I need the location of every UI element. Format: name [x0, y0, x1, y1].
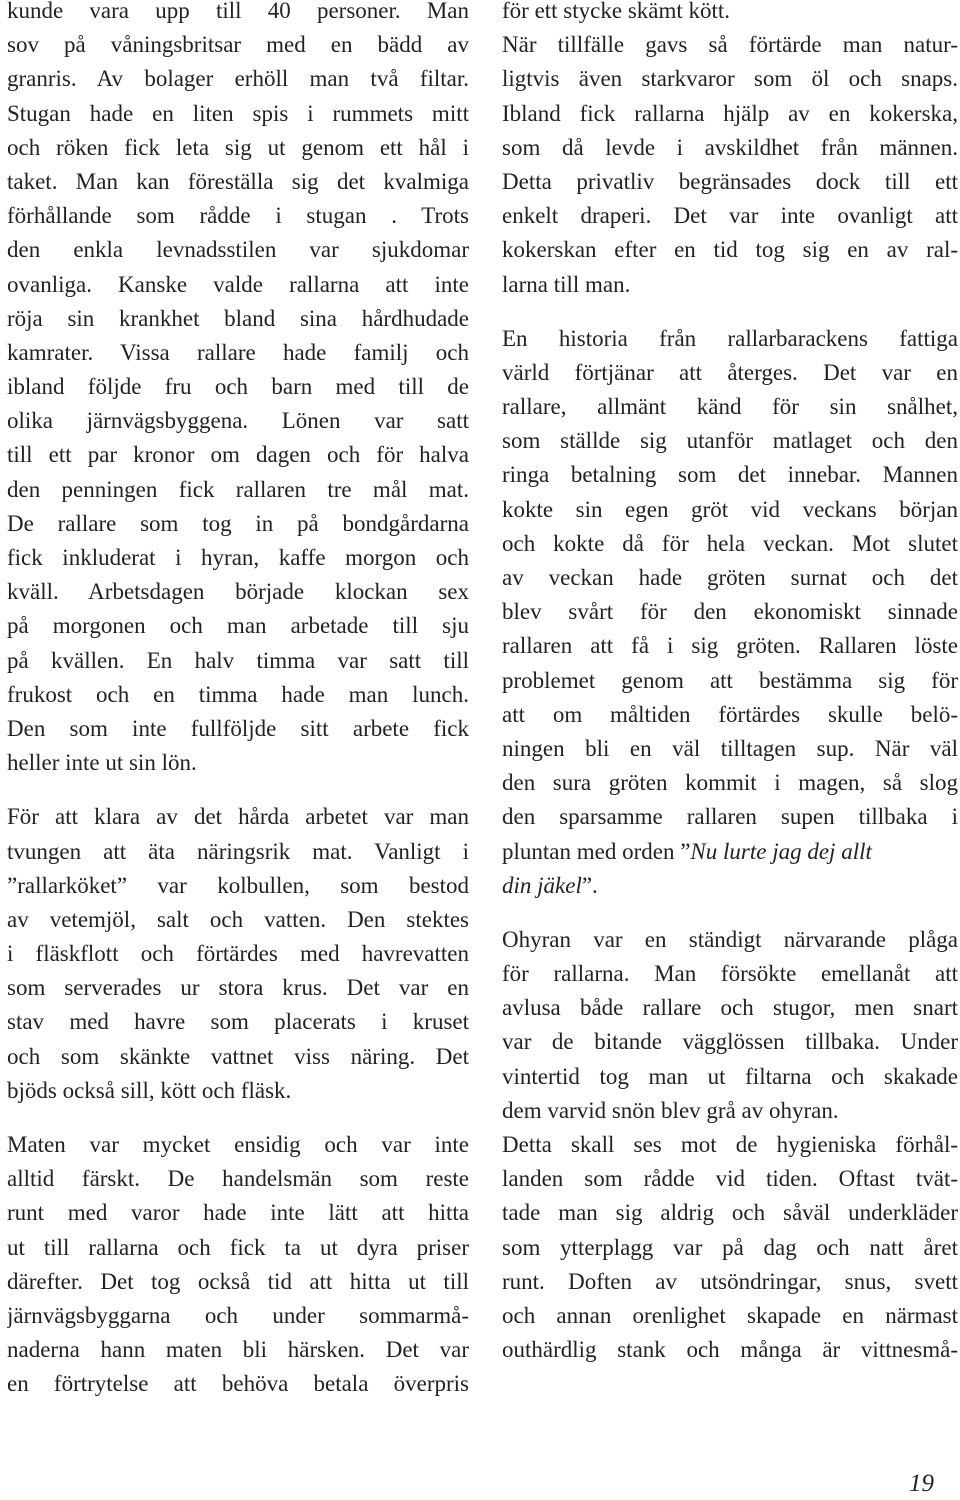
quote-open-text: pluntan med orden ” — [502, 838, 691, 864]
text-line: rallaren att få i sig gröten. Rallaren löste — [502, 633, 958, 659]
right-column — [502, 0, 958, 1367]
page-number: 19 — [909, 1470, 934, 1497]
text-line: Maten var mycket ensidig och var inte — [7, 1132, 469, 1157]
text-line: på morgonen och man arbetade till sju — [7, 613, 469, 639]
paragraph-rallare-livet — [7, 0, 469, 780]
text-line: ovanliga. Kanske valde rallarna att inte — [7, 271, 469, 297]
text-line: värld förtjänar att återges. Det var en — [502, 359, 958, 385]
text-line: Ohyran var en ständigt närvarande plåga — [502, 926, 958, 952]
text-line: avlusa både rallare och stugor, men snart — [502, 995, 958, 1021]
text-line: röja sin krankhet bland sina hårdhudade — [7, 305, 469, 331]
text-line: kamrater. Vissa rallare hade familj och — [7, 339, 469, 365]
text-line: Detta privatliv begränsades dock till ett — [502, 168, 958, 194]
text-line: tvungen att äta näringsrik mat. Vanligt i — [7, 838, 469, 864]
quote-italic-line2: din jäkel — [502, 872, 582, 898]
text-line: sov på våningsbritsar med en bädd av — [7, 32, 469, 58]
text-line: ”rallarköket” var kolbullen, som bestod — [7, 872, 469, 898]
text-line: Ibland fick rallarna hjälp av en kokerska, — [502, 100, 958, 126]
text-line: den penningen fick rallaren tre mål mat. — [7, 476, 469, 502]
text-line: tade man sig aldrig och såväl underkläder — [502, 1200, 958, 1226]
text-line: i fläskflott och förtärdes med havrevatten — [7, 941, 469, 967]
text-line: som ställde sig utanför matlaget och den — [502, 428, 958, 454]
text-line: järnvägsbyggarna och under sommarmå- — [7, 1302, 469, 1328]
paragraph-kokerska — [502, 0, 958, 302]
paragraph-ohyran — [502, 923, 958, 1367]
text-line: den enkla levnadsstilen var sjukdomar — [7, 237, 469, 263]
text-line: ligtvis även starkvaror som öl och snaps. — [502, 66, 958, 92]
text-line: frukost och en timma hade man lunch. — [7, 681, 469, 707]
text-line: Stugan hade en liten spis i rummets mitt — [7, 100, 469, 126]
text-line: landen som rådde vid tiden. Oftast tvät- — [502, 1166, 958, 1192]
text-line: De rallare som tog in på bondgårdarna — [7, 510, 469, 536]
text-line: som då levde i avskildhet från männen. — [502, 134, 958, 160]
text-line: Den som inte fullföljde sitt arbete fick — [7, 715, 469, 741]
text-line: var de bitande vägglössen tillbaka. Under — [502, 1029, 958, 1055]
text-line: som ytterplagg var på dag och natt året — [502, 1234, 958, 1260]
text-line: kokerskan efter en tid tog sig en av ral- — [502, 237, 958, 263]
text-line: En historia från rallarbarackens fattiga — [502, 325, 958, 351]
text-line: ut till rallarna och fick ta ut dyra priser — [7, 1234, 469, 1260]
text-line: taket. Man kan föreställa sig det kvalmiga — [7, 168, 469, 194]
text-line: alltid färskt. De handelsmän som reste — [7, 1166, 469, 1192]
text-line: problemet genom att bestämma sig för — [502, 667, 958, 693]
text-line: den sparsamme rallaren supen tillbaka i — [502, 804, 958, 830]
text-line: runt med varor hade inte lätt att hitta — [7, 1200, 469, 1226]
text-line: en förtrytelse att behöva betala överpris — [7, 1371, 469, 1397]
text-line — [502, 869, 958, 903]
text-line: blev svårt för den ekonomiskt sinnade — [502, 599, 958, 625]
text-line: olika järnvägsbyggena. Lönen var satt — [7, 408, 469, 434]
text-line: granris. Av bolager erhöll man två filtar. — [7, 66, 469, 92]
text-line: till ett par kronor om dagen och för halva — [7, 442, 469, 468]
text-line: och röken fick leta sig ut genom ett hål i — [7, 134, 469, 160]
paragraph-historia — [502, 322, 958, 903]
text-line: stav med havre som placerats i kruset — [7, 1009, 469, 1035]
text-line: fick inkluderat i hyran, kaffe morgon och — [7, 545, 469, 570]
text-line: enkelt draperi. Det var inte ovanligt att — [502, 203, 958, 229]
text-line: ningen bli en väl tilltagen sup. När väl — [502, 735, 958, 761]
text-line: ringa betalning som det innebar. Mannen — [502, 462, 958, 488]
text-line: bjöds också sill, kött och fläsk. — [7, 1077, 292, 1103]
text-line: på kvällen. En halv timma var satt till — [7, 647, 469, 673]
text-line: kokte sin egen gröt vid veckans början — [502, 496, 958, 522]
text-line: kväll. Arbetsdagen började klockan sex — [7, 579, 469, 605]
text-line: larna till man. — [502, 271, 631, 297]
paragraph-maten — [7, 1128, 469, 1402]
text-line: och kokte då för hela veckan. Mot slutet — [502, 530, 958, 556]
text-line: och som skänkte vattnet viss näring. Det — [7, 1043, 469, 1069]
text-line: av vetemjöl, salt och vatten. Den stektes — [7, 906, 469, 932]
text-line: Detta skall ses mot de hygieniska förhål- — [502, 1132, 958, 1157]
text-line: som serverades ur stora krus. Det var en — [7, 975, 469, 1001]
text-line: ibland följde fru och barn med till de — [7, 374, 469, 400]
quote-italic: Nu lurte jag dej allt — [690, 838, 872, 864]
text-line: När tillfälle gavs så förtärde man natur- — [502, 32, 958, 58]
text-line: att om måltiden förtärdes skulle belö- — [502, 701, 958, 727]
text-line: förhållande som rådde i stugan . Trots — [7, 203, 469, 229]
text-line: för ett stycke skämt kött. — [502, 0, 731, 23]
text-line: heller inte ut sin lön. — [7, 750, 197, 776]
text-line: outhärdlig stank och många är vittnesmå- — [502, 1337, 958, 1363]
text-line: dem varvid snön blev grå av ohyran. — [502, 1097, 839, 1123]
text-line: rallare, allmänt känd för sin snålhet, — [502, 394, 958, 420]
left-column — [7, 0, 469, 1402]
text-line: För att klara av det hårda arbetet var man — [7, 804, 469, 830]
quote-tail: ”. — [581, 872, 598, 898]
text-line — [502, 835, 958, 869]
text-line: naderna hann maten bli härsken. Det var — [7, 1337, 469, 1363]
text-line: därefter. Det tog också tid att hitta ut till — [7, 1268, 469, 1294]
text-line: för rallarna. Man försökte emellanåt att — [502, 961, 958, 987]
text-line: kunde vara upp till 40 personer. Man — [7, 0, 469, 23]
text-line: vintertid tog man ut filtarna och skakade — [502, 1063, 958, 1089]
text-line: av veckan hade gröten surnat och det — [502, 565, 958, 590]
text-line: och annan orenlighet skapade en närmast — [502, 1302, 958, 1328]
text-line: runt. Doften av utsöndringar, snus, svett — [502, 1268, 958, 1294]
text-line: den sura gröten kommit i magen, så slog — [502, 770, 958, 796]
paragraph-rallarkoket — [7, 800, 469, 1108]
